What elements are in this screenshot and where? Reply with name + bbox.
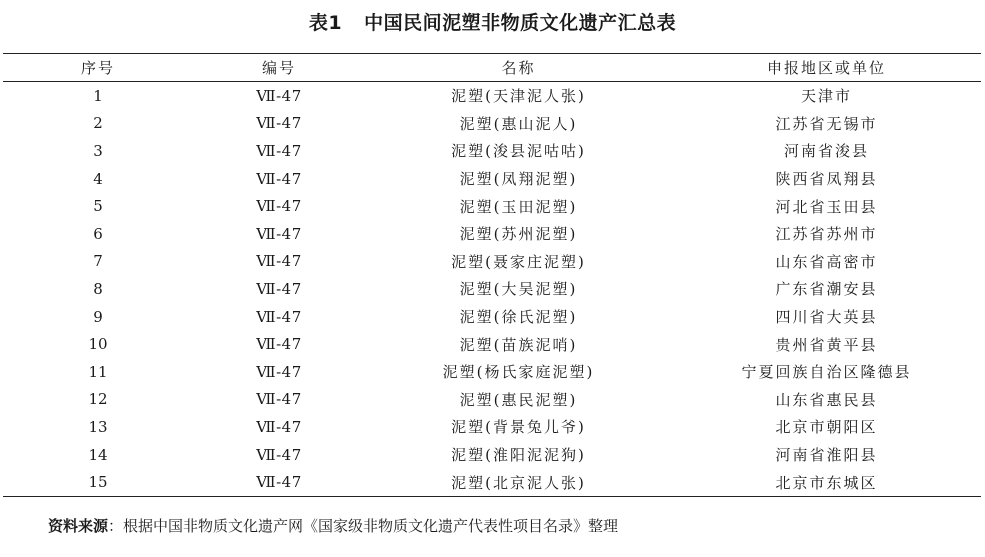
source-label: 资料来源 bbox=[48, 517, 109, 535]
table-row bbox=[3, 82, 981, 110]
row-code: Ⅶ-47 bbox=[256, 417, 302, 436]
table-title-text: 中国民间泥塑非物质文化遗产汇总表 bbox=[364, 12, 677, 34]
row-index: 15 bbox=[88, 473, 108, 492]
row-index: 5 bbox=[93, 197, 103, 216]
table-row bbox=[3, 110, 981, 138]
row-code: Ⅶ-47 bbox=[256, 114, 302, 133]
row-name: 泥塑(玉田泥塑) bbox=[459, 197, 578, 216]
row-code: Ⅶ-47 bbox=[256, 362, 302, 381]
table-row bbox=[3, 165, 981, 193]
row-code: Ⅶ-47 bbox=[256, 335, 302, 354]
row-code: Ⅶ-47 bbox=[256, 445, 302, 464]
row-name: 泥塑(北京泥人张) bbox=[451, 473, 586, 492]
row-index: 4 bbox=[93, 169, 103, 188]
header-index: 序号 bbox=[3, 54, 193, 82]
table-row bbox=[3, 303, 981, 331]
table-row bbox=[3, 358, 981, 386]
table-body bbox=[3, 82, 981, 496]
row-index: 13 bbox=[88, 417, 108, 436]
row-region: 江苏省无锡市 bbox=[775, 114, 878, 133]
row-name: 泥塑(惠山泥人) bbox=[459, 114, 578, 133]
row-region: 宁夏回族自治区隆德县 bbox=[741, 363, 912, 382]
row-region: 山东省高密市 bbox=[775, 252, 878, 271]
row-region: 天津市 bbox=[800, 87, 852, 106]
header-row bbox=[3, 54, 981, 82]
row-region: 河南省淮阳县 bbox=[775, 446, 878, 465]
row-code: Ⅶ-47 bbox=[256, 307, 302, 326]
row-region: 江苏省苏州市 bbox=[775, 225, 878, 244]
table-row bbox=[3, 220, 981, 248]
row-region: 北京市东城区 bbox=[775, 473, 878, 492]
row-name: 泥塑(淮阳泥泥狗) bbox=[451, 446, 586, 465]
row-code: Ⅶ-47 bbox=[256, 169, 302, 188]
row-region: 四川省大英县 bbox=[775, 308, 878, 327]
row-name: 泥塑(惠民泥塑) bbox=[459, 390, 578, 409]
row-name: 泥塑(背景兔儿爷) bbox=[451, 418, 586, 437]
row-name: 泥塑(浚县泥咕咕) bbox=[451, 142, 586, 161]
heritage-table bbox=[3, 54, 981, 496]
row-region: 北京市朝阳区 bbox=[775, 418, 878, 437]
table-row bbox=[3, 330, 981, 358]
row-code: Ⅶ-47 bbox=[256, 86, 302, 105]
row-code: Ⅶ-47 bbox=[256, 390, 302, 409]
row-code: Ⅶ-47 bbox=[256, 141, 302, 160]
row-index: 7 bbox=[93, 252, 103, 271]
header-code: 编号 bbox=[193, 54, 365, 82]
row-index: 10 bbox=[88, 335, 108, 354]
table-number: 表1 bbox=[308, 12, 343, 34]
row-name: 泥塑(苗族泥哨) bbox=[459, 335, 578, 354]
row-region: 河北省玉田县 bbox=[775, 197, 878, 216]
row-index: 1 bbox=[93, 86, 103, 105]
row-name: 泥塑(天津泥人张) bbox=[451, 87, 586, 106]
source-text: ：根据中国非物质文化遗产网《国家级非物质文化遗产代表性项目名录》整理 bbox=[108, 517, 619, 535]
row-index: 6 bbox=[93, 224, 103, 243]
row-name: 泥塑(聂家庄泥塑) bbox=[451, 252, 586, 271]
table-row bbox=[3, 441, 981, 469]
row-code: Ⅶ-47 bbox=[256, 224, 302, 243]
row-name: 泥塑(大吴泥塑) bbox=[459, 280, 578, 299]
table-row bbox=[3, 192, 981, 220]
row-name: 泥塑(杨氏家庭泥塑) bbox=[442, 363, 595, 382]
row-code: Ⅶ-47 bbox=[256, 279, 302, 298]
row-name: 泥塑(苏州泥塑) bbox=[459, 225, 578, 244]
row-index: 14 bbox=[88, 445, 108, 464]
table-row bbox=[3, 137, 981, 165]
table-row bbox=[3, 468, 981, 496]
row-index: 11 bbox=[88, 362, 108, 381]
row-index: 3 bbox=[93, 141, 103, 160]
heritage-table-container bbox=[3, 53, 981, 497]
row-region: 贵州省黄平县 bbox=[775, 335, 878, 354]
header-name: 名称 bbox=[365, 54, 672, 82]
row-code: Ⅶ-47 bbox=[256, 252, 302, 271]
row-region: 山东省惠民县 bbox=[775, 390, 878, 409]
header-region: 申报地区或单位 bbox=[672, 54, 981, 82]
row-name: 泥塑(凤翔泥塑) bbox=[459, 170, 578, 189]
row-code: Ⅶ-47 bbox=[256, 197, 302, 216]
table-row bbox=[3, 248, 981, 276]
row-region: 河南省浚县 bbox=[783, 142, 869, 161]
row-code: Ⅶ-47 bbox=[256, 473, 302, 492]
source-note bbox=[48, 514, 618, 538]
table-row bbox=[3, 413, 981, 441]
row-index: 9 bbox=[93, 307, 103, 326]
row-index: 12 bbox=[88, 390, 108, 409]
table-title bbox=[0, 8, 985, 38]
table-header bbox=[3, 54, 981, 82]
row-index: 8 bbox=[93, 279, 103, 298]
table-row bbox=[3, 275, 981, 303]
row-name: 泥塑(徐氏泥塑) bbox=[459, 308, 578, 327]
row-region: 陕西省凤翔县 bbox=[775, 170, 878, 189]
table-row bbox=[3, 386, 981, 414]
row-index: 2 bbox=[93, 114, 103, 133]
row-region: 广东省潮安县 bbox=[775, 280, 878, 299]
